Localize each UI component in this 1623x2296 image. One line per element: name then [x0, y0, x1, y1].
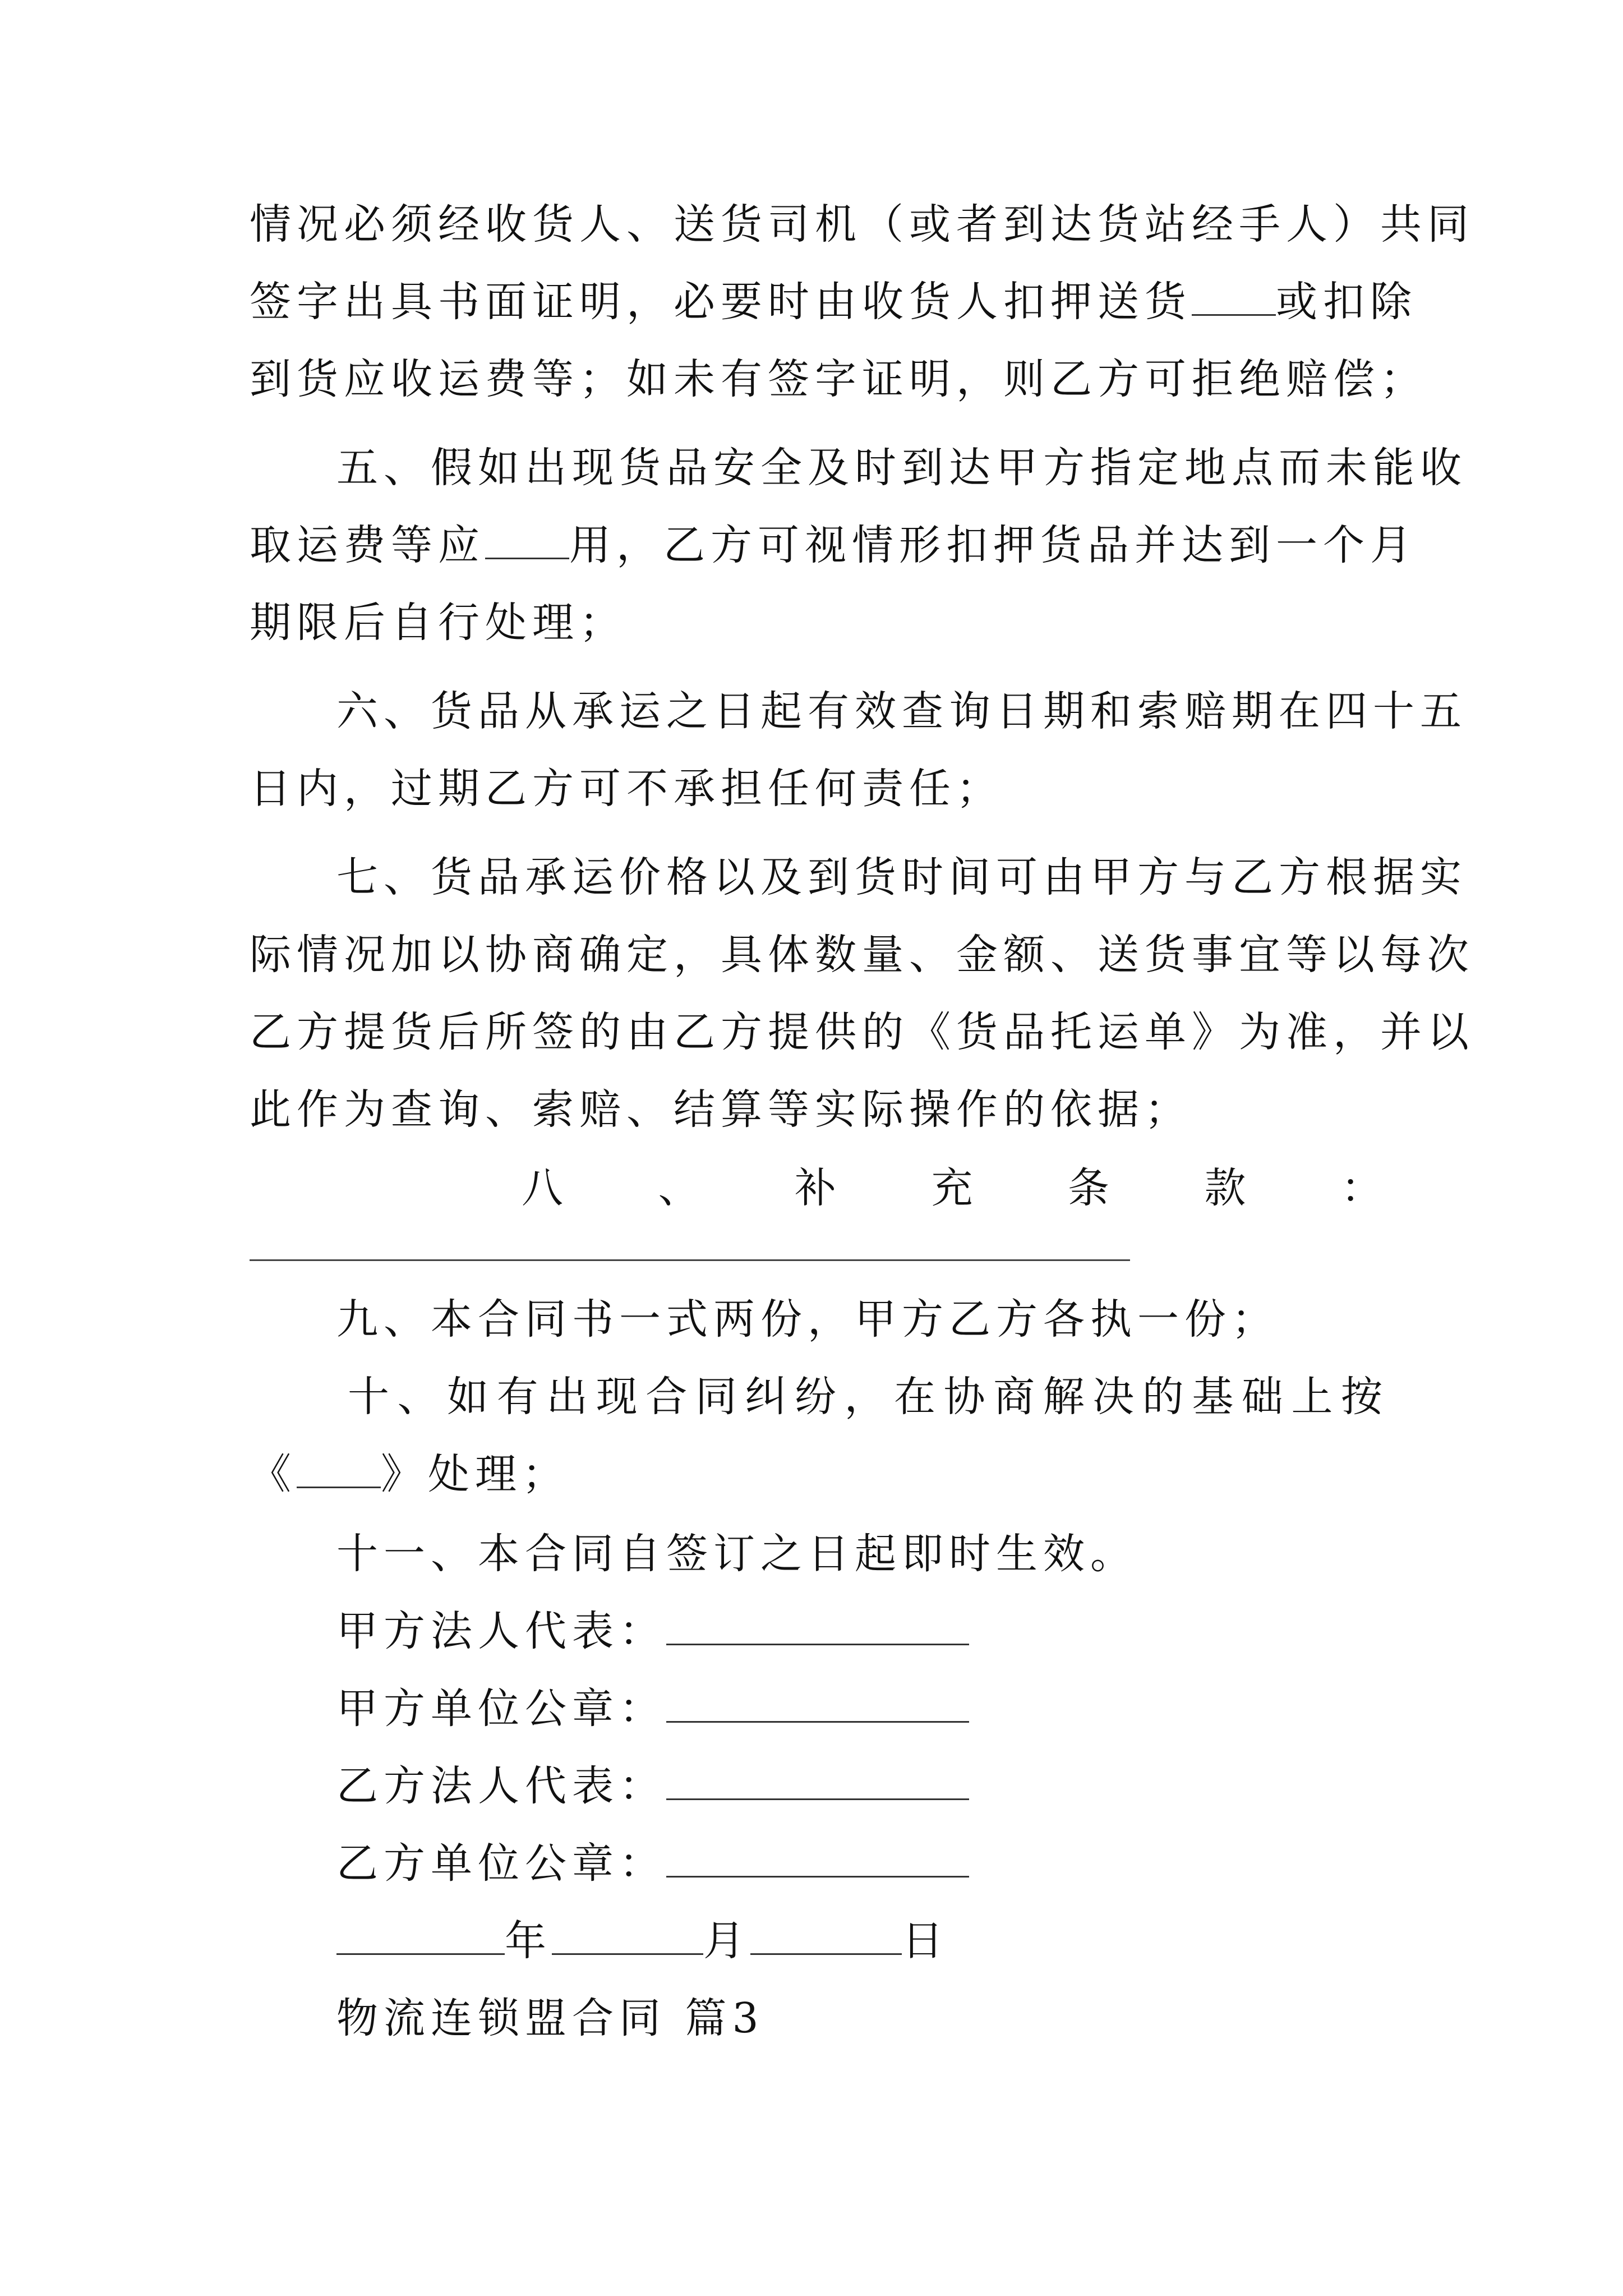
signature-label: 乙方单位公章： — [336, 1839, 666, 1888]
signature-label: 甲方单位公章： — [336, 1685, 666, 1733]
paragraph-line: 九、本合同书一式两份，甲方乙方各执一份； — [336, 1295, 1279, 1343]
year-label: 年 — [505, 1917, 552, 1965]
date-row — [336, 1913, 949, 1969]
paragraph-line: 六、货品从承运之日起有效查询日期和索赔期在四十五 — [336, 687, 1467, 735]
signature-row — [336, 1681, 969, 1737]
paragraph-line: 此作为查询、索赔、结算等实际操作的依据； — [250, 1085, 1192, 1134]
next-section-title: 物流连锁盟合同 篇3 — [336, 1994, 764, 2042]
day-blank — [750, 1918, 902, 1955]
paragraph-line: 到货应收运费等；如未有签字证明，则乙方可拒绝赔偿； — [250, 355, 1427, 403]
day-label: 日 — [902, 1917, 949, 1965]
signature-row — [336, 1603, 969, 1659]
fill-in-divider-line — [250, 1259, 1130, 1261]
text-segment: 用，乙方可视情形扣押货品并达到一个月 — [569, 521, 1417, 569]
signature-blank — [666, 1841, 969, 1878]
signature-row — [336, 1758, 969, 1814]
paragraph-line — [250, 274, 1417, 330]
text-segment: 《 — [250, 1450, 297, 1498]
paragraph-line: 情况必须经收货人、送货司机（或者到达货站经手人）共同 — [250, 200, 1474, 249]
paragraph-line: 十、如有出现合同纠纷，在协商解决的基础上按 — [348, 1373, 1388, 1421]
paragraph-line — [250, 1446, 569, 1502]
signature-blank — [666, 1609, 969, 1645]
signature-row — [336, 1835, 969, 1892]
paragraph-line: 际情况加以协商确定，具体数量、金额、送货事宜等以每次 — [250, 931, 1474, 979]
section-heading: 八、补充条款： — [522, 1164, 1388, 1212]
fill-in-blank — [1192, 279, 1276, 316]
paragraph-line: 十一、本合同自签订之日起即时生效。 — [336, 1530, 1137, 1578]
fill-in-blank — [485, 523, 569, 559]
signature-label: 乙方法人代表： — [336, 1762, 666, 1810]
paragraph-line — [250, 517, 1417, 573]
signature-blank — [666, 1686, 969, 1723]
paragraph-line: 日内，过期乙方可不承担任何责任； — [250, 765, 1003, 813]
paragraph-line: 五、假如出现货品安全及时到达甲方指定地点而未能收 — [336, 444, 1467, 492]
paragraph-line: 乙方提货后所签的由乙方提供的《货品托运单》为准，并以 — [250, 1008, 1474, 1056]
text-segment: 或扣除 — [1276, 278, 1417, 326]
text-segment: 》处理； — [381, 1450, 569, 1498]
fill-in-blank — [297, 1452, 381, 1488]
signature-blank — [666, 1764, 969, 1800]
year-blank — [336, 1918, 505, 1955]
month-blank — [552, 1918, 703, 1955]
month-label: 月 — [703, 1917, 750, 1965]
text-segment: 取运费等应 — [250, 521, 485, 569]
text-segment: 签字出具书面证明，必要时由收货人扣押送货 — [250, 278, 1192, 326]
signature-label: 甲方法人代表： — [336, 1607, 666, 1655]
paragraph-line: 七、货品承运价格以及到货时间可由甲方与乙方根据实 — [336, 853, 1467, 901]
paragraph-line: 期限后自行处理； — [250, 599, 626, 647]
